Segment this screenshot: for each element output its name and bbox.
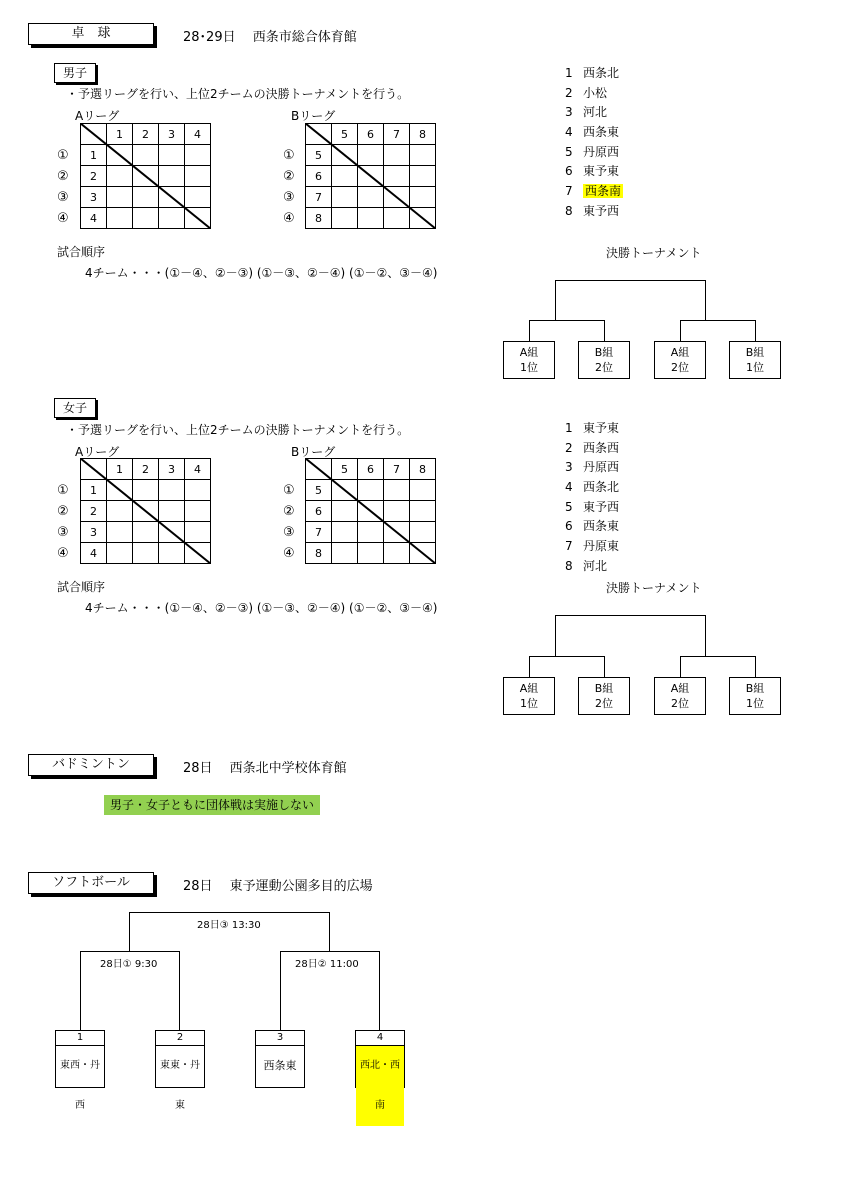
men-seed-box: B組 2位	[578, 341, 630, 379]
women-league-a-label: Aリーグ	[75, 445, 120, 459]
team-item: 4 西条北	[565, 480, 620, 495]
team-item: 6 東予東	[565, 164, 620, 179]
row-header: 6	[306, 501, 332, 522]
team-item: 7 丹原東	[565, 539, 620, 554]
marker: ④	[283, 211, 295, 226]
row-header: 2	[81, 166, 107, 187]
marker: ④	[283, 546, 295, 561]
marker: ③	[283, 525, 295, 540]
col-header: 7	[384, 124, 410, 145]
bracket-line	[555, 615, 705, 616]
col-header: 2	[133, 459, 159, 480]
section-title-badminton: バドミントン	[28, 754, 154, 776]
team-number: 3	[256, 1031, 304, 1046]
men-league-a-markers	[57, 145, 69, 229]
team-item-highlighted: 7 西条南	[565, 184, 622, 199]
women-seed-box: A組 1位	[503, 677, 555, 715]
bracket-line	[80, 951, 180, 952]
badminton-note: 男子・女子ともに団体戦は実施しない	[104, 795, 320, 815]
team-item: 5 丹原西	[565, 144, 620, 159]
col-header: 5	[332, 124, 358, 145]
bracket-line	[705, 615, 706, 656]
team-number: 2	[156, 1031, 204, 1046]
final-match-label: 28日③ 13:30	[195, 916, 263, 931]
badminton-date-venue: 28日 西条北中学校体育館	[183, 761, 347, 776]
bracket-line	[555, 280, 705, 281]
bracket-line	[529, 656, 530, 677]
softball-team-box-highlighted	[355, 1030, 405, 1111]
bracket-line	[755, 656, 756, 677]
bracket-line	[604, 320, 605, 341]
row-header: 1	[81, 145, 107, 166]
row-header: 3	[81, 522, 107, 543]
men-seed-box: B組 1位	[729, 341, 781, 379]
bracket-line	[555, 280, 556, 320]
team-item: 8 河北	[565, 558, 608, 573]
men-label: 男子	[54, 63, 96, 83]
bracket-line	[529, 320, 530, 341]
team-item: 2 西条西	[565, 440, 620, 455]
men-league-a-label: Aリーグ	[75, 109, 120, 123]
softball-team-box	[55, 1030, 105, 1111]
women-league-a-diagonal	[80, 458, 211, 564]
men-league-b-label: Bリーグ	[291, 109, 336, 123]
bracket-line	[755, 320, 756, 341]
women-tournament-label: 決勝トーナメント	[606, 581, 702, 595]
bracket-line	[179, 951, 180, 1030]
row-header: 2	[81, 501, 107, 522]
bracket-line	[280, 951, 281, 1030]
row-header: 3	[81, 187, 107, 208]
team-name: 西北・西南	[356, 1046, 404, 1126]
row-header: 4	[81, 543, 107, 564]
women-label: 女子	[54, 398, 96, 418]
team-item: 1 東予東	[565, 421, 620, 435]
team-name: 東東・丹東	[160, 1060, 200, 1111]
col-header: 3	[159, 124, 185, 145]
col-header: 5	[332, 459, 358, 480]
bracket-line	[705, 280, 706, 320]
marker: ①	[57, 483, 69, 498]
team-item: 6 西条東	[565, 519, 620, 534]
team-number: 4	[356, 1031, 404, 1046]
men-seed-box: A組 1位	[503, 341, 555, 379]
col-header: 6	[358, 459, 384, 480]
row-header: 7	[306, 187, 332, 208]
row-header: 1	[81, 480, 107, 501]
marker: ①	[283, 148, 295, 163]
team-name: 西条東	[263, 1059, 297, 1072]
team-name: 東西・丹西	[60, 1060, 100, 1111]
col-header: 6	[358, 124, 384, 145]
row-header: 8	[306, 208, 332, 229]
marker: ①	[57, 148, 69, 163]
marker: ③	[283, 190, 295, 205]
women-note: ・予選リーグを行い、上位2チームの決勝トーナメントを行う。	[66, 423, 410, 437]
team-number: 1	[56, 1031, 104, 1046]
softball-date-venue: 28日 東予運動公園多目的広場	[183, 879, 373, 894]
softball-team-box	[155, 1030, 205, 1111]
women-league-b-diagonal	[305, 458, 436, 564]
marker: ②	[283, 169, 295, 184]
marker: ④	[57, 546, 69, 561]
bracket-line	[529, 320, 605, 321]
women-league-b-markers	[283, 480, 295, 564]
row-header: 4	[81, 208, 107, 229]
team-item: 4 西条東	[565, 125, 620, 140]
marker: ②	[283, 504, 295, 519]
bracket-line	[129, 912, 330, 913]
softball-team-box	[255, 1030, 305, 1088]
team-item: 3 河北	[565, 105, 608, 120]
col-header: 7	[384, 459, 410, 480]
men-league-b-diagonal	[305, 123, 436, 229]
bracket-line	[680, 656, 756, 657]
marker: ④	[57, 211, 69, 226]
bracket-line	[680, 320, 756, 321]
men-seed-box: A組 2位	[654, 341, 706, 379]
bracket-line	[280, 951, 380, 952]
women-league-a-markers	[57, 480, 69, 564]
section-title-softball: ソフトボール	[28, 872, 154, 894]
row-header: 5	[306, 145, 332, 166]
marker: ②	[57, 504, 69, 519]
bracket-line	[329, 912, 330, 951]
table-tennis-date-venue: 28･29日 西条市総合体育館	[183, 30, 357, 45]
section-title-table-tennis: 卓 球	[28, 23, 154, 45]
row-header: 5	[306, 480, 332, 501]
women-seed-box: B組 1位	[729, 677, 781, 715]
men-league-a-diagonal	[80, 123, 211, 229]
marker: ①	[283, 483, 295, 498]
women-league-b-label: Bリーグ	[291, 445, 336, 459]
col-header: 2	[133, 124, 159, 145]
men-league-b-markers	[283, 145, 295, 229]
col-header: 4	[185, 124, 211, 145]
team-item: 8 東予西	[565, 203, 620, 218]
bracket-line	[555, 615, 556, 656]
row-header: 7	[306, 522, 332, 543]
team-item: 2 小松	[565, 85, 608, 100]
women-seed-box: B組 2位	[578, 677, 630, 715]
women-seed-box: A組 2位	[654, 677, 706, 715]
col-header: 8	[410, 124, 436, 145]
marker: ③	[57, 525, 69, 540]
row-header: 8	[306, 543, 332, 564]
women-team-list	[565, 419, 619, 577]
bracket-line	[80, 951, 81, 1030]
women-order: 4チーム・・・(①－④、②－③) (①－③、②－④) (①－②、③－④)	[85, 601, 438, 615]
col-header: 8	[410, 459, 436, 480]
col-header: 4	[185, 459, 211, 480]
semi1-match-label: 28日① 9:30	[98, 955, 159, 970]
bracket-line	[529, 656, 605, 657]
bracket-line	[129, 912, 130, 951]
marker: ③	[57, 190, 69, 205]
bracket-line	[680, 320, 681, 341]
bracket-line	[680, 656, 681, 677]
team-item: 1 西条北	[565, 66, 620, 80]
semi2-match-label: 28日② 11:00	[293, 955, 361, 970]
team-item: 3 丹原西	[565, 460, 620, 475]
row-header: 6	[306, 166, 332, 187]
bracket-line	[604, 656, 605, 677]
col-header: 3	[159, 459, 185, 480]
men-order-label: 試合順序	[57, 245, 106, 259]
marker: ②	[57, 169, 69, 184]
men-tournament-label: 決勝トーナメント	[606, 246, 702, 260]
women-order-label: 試合順序	[57, 580, 106, 594]
men-note: ・予選リーグを行い、上位2チームの決勝トーナメントを行う。	[66, 87, 410, 101]
col-header: 1	[107, 459, 133, 480]
bracket-line	[379, 951, 380, 1030]
team-item: 5 東予西	[565, 499, 620, 514]
men-team-list	[565, 64, 623, 222]
men-order: 4チーム・・・(①－④、②－③) (①－③、②－④) (①－②、③－④)	[85, 266, 438, 280]
col-header: 1	[107, 124, 133, 145]
